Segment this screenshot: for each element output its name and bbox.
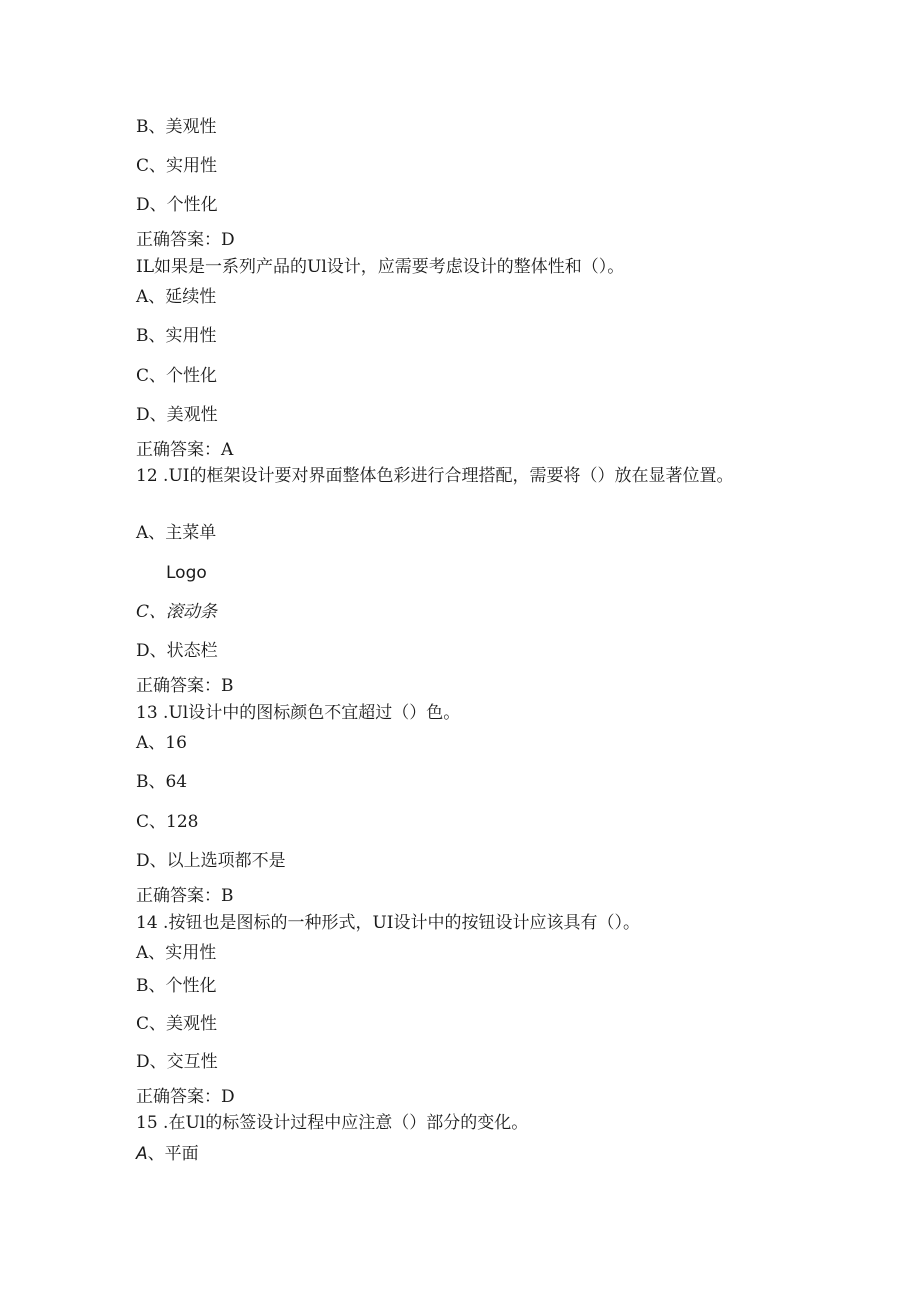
- option-d: D、状态栏: [136, 641, 218, 661]
- question: 14 .按钮也是图标的一种形式，UI设计中的按钮设计应该具有（）。: [136, 913, 640, 933]
- question: 12 .UI的框架设计要对界面整体色彩进行合理搭配，需要将（）放在显著位置。: [136, 466, 734, 486]
- answer: 正确答案：D: [136, 1087, 235, 1107]
- option-b: B、个性化: [136, 976, 217, 996]
- question: 13 .Ul设计中的图标颜色不宜超过（）色。: [136, 703, 461, 723]
- option-a: A、16: [136, 733, 187, 753]
- option-c: C、实用性: [136, 156, 218, 176]
- option-letter: A: [136, 1144, 148, 1164]
- option-text: 、平面: [147, 1144, 199, 1164]
- answer: 正确答案：B: [136, 676, 234, 696]
- option-c: C、美观性: [136, 1014, 218, 1034]
- answer: 正确答案：D: [136, 230, 235, 250]
- option-a: [136, 1143, 199, 1165]
- option-b: B、64: [136, 772, 188, 792]
- option-b: B、实用性: [136, 326, 217, 346]
- option-b: B、美观性: [136, 117, 217, 137]
- option-c: C、128: [136, 812, 199, 832]
- option-d: D、以上选项都不是: [136, 851, 286, 871]
- question: IL如果是一系列产品的Ul设计，应需要考虑设计的整体性和（）。: [136, 257, 625, 277]
- option-d: D、美观性: [136, 405, 218, 425]
- option-b-logo: Logo: [166, 563, 207, 583]
- option-a: A、延续性: [136, 287, 217, 307]
- option-c: C、滚动条: [136, 602, 218, 622]
- answer: 正确答案：B: [136, 886, 234, 906]
- option-d: D、个性化: [136, 195, 218, 215]
- option-a: A、实用性: [136, 943, 217, 963]
- question: 15 .在Ul的标签设计过程中应注意（）部分的变化。: [136, 1113, 529, 1133]
- option-c: C、个性化: [136, 366, 218, 386]
- answer: 正确答案：A: [136, 440, 234, 460]
- option-d: D、交互性: [136, 1052, 218, 1072]
- option-a: A、主菜单: [136, 523, 217, 543]
